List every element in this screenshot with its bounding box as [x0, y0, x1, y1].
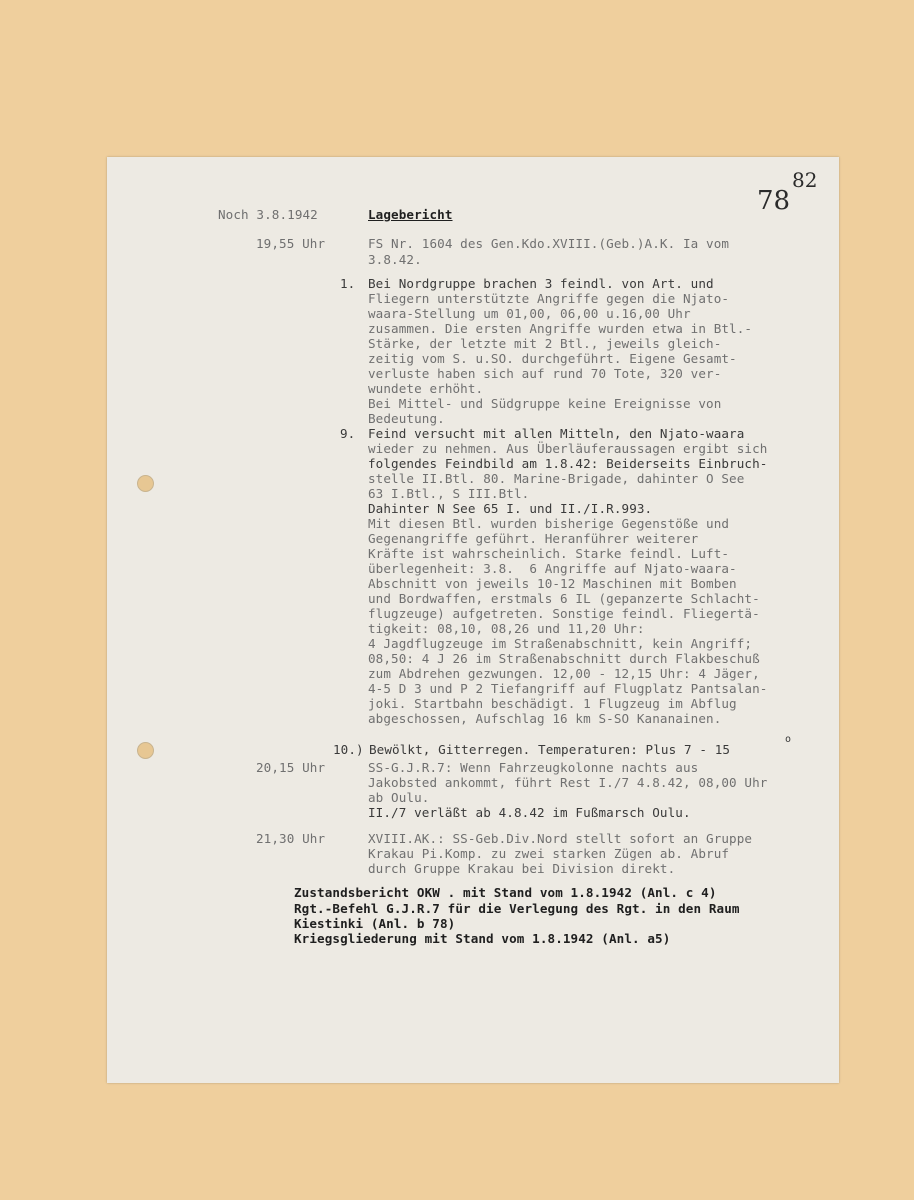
- heading-title: Lagebericht: [368, 207, 453, 222]
- attachment-line: Kiestinki (Anl. b 78): [294, 916, 456, 931]
- point-line: Dahinter N See 65 I. und II./I.R.993.: [368, 501, 653, 516]
- entry-line: XVIII.AK.: SS-Geb.Div.Nord stellt sofort an Gruppe: [368, 831, 753, 846]
- point-line: flugzeuge) aufgetreten. Sonstige feindl. Fliegertä-: [368, 606, 760, 621]
- point-line: Bei Nordgruppe brachen 3 feindl. von Art. und: [368, 276, 714, 291]
- entry-time: 19,55 Uhr: [256, 236, 326, 251]
- point-line: wundete erhöht.: [368, 381, 484, 396]
- attachment-line: Kriegsgliederung mit Stand vom 1.8.1942 (Anl. a5): [294, 931, 671, 946]
- heading-date: Noch 3.8.1942: [218, 207, 318, 222]
- point-line: Kräfte ist wahrscheinlich. Starke feindl. Luft-: [368, 546, 730, 561]
- point-line: folgendes Feindbild am 1.8.42: Beiderseits Einbruch-: [368, 456, 768, 471]
- point-line: stelle II.Btl. 80. Marine-Brigade, dahinter O See: [368, 471, 745, 486]
- point-line: 08,50: 4 J 26 im Straßenabschnitt durch Flakbeschuß: [368, 651, 760, 666]
- point-line: abgeschossen, Aufschlag 16 km S-SO Kananainen.: [368, 711, 722, 726]
- point-label: 10.): [333, 742, 364, 757]
- point-line: wieder zu nehmen. Aus Überläuferaussagen ergibt sich: [368, 441, 768, 456]
- point-line: joki. Startbahn beschädigt. 1 Flugzeug im Abflug: [368, 696, 737, 711]
- point-line: zusammen. Die ersten Angriffe wurden etwa in Btl.-: [368, 321, 753, 336]
- entry-time: 21,30 Uhr: [256, 831, 326, 846]
- entry-time: 20,15 Uhr: [256, 760, 326, 775]
- point-line: zum Abdrehen gezwungen. 12,00 - 12,15 Uhr: 4 Jäger,: [368, 666, 760, 681]
- point-line: zeitig vom S. u.SO. durchgeführt. Eigene Gesamt-: [368, 351, 737, 366]
- point-line: 4-5 D 3 und P 2 Tiefangriff auf Flugplatz Pantsalan-: [368, 681, 768, 696]
- degree-sign: o: [785, 734, 792, 745]
- point-line: Gegenangriffe geführt. Heranführer weiterer: [368, 531, 699, 546]
- page-number-main: 78: [757, 186, 791, 216]
- punch-hole: [137, 742, 154, 759]
- page-number-top: 82: [792, 168, 818, 192]
- point-label: 1.: [340, 276, 356, 291]
- punch-hole: [137, 475, 154, 492]
- point-label: 9.: [340, 426, 356, 441]
- point-line: Bedeutung.: [368, 411, 445, 426]
- point-line: Stärke, der letzte mit 2 Btl., jeweils gleich-: [368, 336, 722, 351]
- entry-line: Krakau Pi.Komp. zu zwei starken Zügen ab. Abruf: [368, 846, 730, 861]
- point-line: Mit diesen Btl. wurden bisherige Gegenstöße und: [368, 516, 730, 531]
- entry-line: Jakobsted ankommt, führt Rest I./7 4.8.42, 08,00 Uhr: [368, 775, 768, 790]
- entry-line: SS-G.J.R.7: Wenn Fahrzeugkolonne nachts aus: [368, 760, 699, 775]
- point-line: 63 I.Btl., S III.Btl.: [368, 486, 530, 501]
- point-line: Abschnitt von jeweils 10-12 Maschinen mit Bomben: [368, 576, 737, 591]
- point-line: Bewölkt, Gitterregen. Temperaturen: Plus 7 - 15: [369, 742, 731, 757]
- point-line: überlegenheit: 3.8. 6 Angriffe auf Njato-waara-: [368, 561, 737, 576]
- entry-line: II./7 verläßt ab 4.8.42 im Fußmarsch Oulu.: [368, 805, 691, 820]
- point-line: Fliegern unterstützte Angriffe gegen die Njato-: [368, 291, 730, 306]
- point-line: und Bordwaffen, erstmals 6 IL (gepanzerte Schlacht-: [368, 591, 760, 606]
- point-line: waara-Stellung um 01,00, 06,00 u.16,00 Uhr: [368, 306, 691, 321]
- point-line: tigkeit: 08,10, 08,26 und 11,20 Uhr:: [368, 621, 645, 636]
- point-line: Bei Mittel- und Südgruppe keine Ereignisse von: [368, 396, 722, 411]
- entry-line: 3.8.42.: [368, 252, 422, 267]
- attachment-line: Zustandsbericht OKW . mit Stand vom 1.8.1942 (Anl. c 4): [294, 885, 717, 900]
- entry-line: FS Nr. 1604 des Gen.Kdo.XVIII.(Geb.)A.K. Ia vom: [368, 236, 730, 251]
- point-line: verluste haben sich auf rund 70 Tote, 320 ver-: [368, 366, 722, 381]
- attachment-line: Rgt.-Befehl G.J.R.7 für die Verlegung des Rgt. in den Raum: [294, 901, 740, 916]
- point-line: Feind versucht mit allen Mitteln, den Njato-waara: [368, 426, 745, 441]
- entry-line: ab Oulu.: [368, 790, 430, 805]
- point-line: 4 Jagdflugzeuge im Straßenabschnitt, kein Angriff;: [368, 636, 753, 651]
- entry-line: durch Gruppe Krakau bei Division direkt.: [368, 861, 676, 876]
